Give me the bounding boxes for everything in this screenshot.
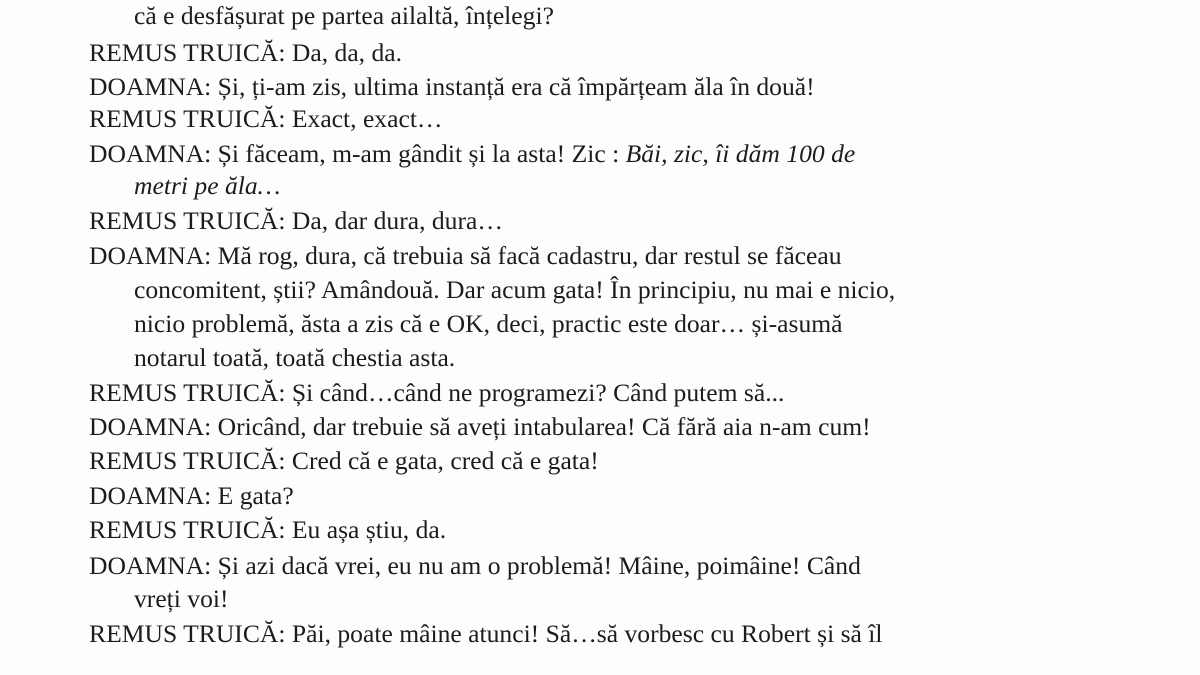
line-text: REMUS TRUICĂ: Cred că e gata, cred că e gata! [89,446,599,475]
transcript-line-continuation [134,3,554,29]
transcript-line-continuation [134,586,229,612]
line-text: REMUS TRUICĂ: Și când…când ne programezi? Când putem să... [89,378,785,407]
line-text: REMUS TRUICĂ: Exact, exact… [89,104,443,133]
line-text: REMUS TRUICĂ: Eu așa știu, da. [89,515,447,544]
transcript-line-remus [89,208,503,234]
transcript-line-doamna [89,243,842,269]
transcript-line-remus [89,517,446,543]
line-text: DOAMNA: E gata? [89,481,294,510]
line-text: DOAMNA: Și azi dacă vrei, eu nu am o problemă! Mâine, poimâine! Când [89,551,861,580]
transcript-line-continuation [134,345,455,371]
quoted-speech-italic: Băi, zic, îi dăm 100 de [625,139,856,168]
transcript-line-continuation [134,277,895,303]
transcript-line-remus [89,106,443,132]
transcript-line-continuation [134,311,843,337]
line-text: REMUS TRUICĂ: Păi, poate mâine atunci! Să…să vorbesc cu Robert și să îl [89,619,883,648]
line-text: DOAMNA: Și făceam, m-am gândit și la asta! Zic : [89,139,626,168]
transcript-line-continuation [134,173,280,199]
line-text: DOAMNA: Oricând, dar trebuie să aveți intabularea! Că fără aia n-am cum! [89,412,871,441]
transcript-line-doamna [89,74,815,100]
transcript-line-doamna [89,141,855,167]
line-text: concomitent, știi? Amândouă. Dar acum gata! În principiu, nu mai e nicio, [134,275,896,304]
line-text: metri pe ăla… [134,171,281,200]
transcript-line-doamna [89,483,294,509]
transcript-line-doamna [89,414,871,440]
line-text: notarul toată, toată chestia asta. [134,343,456,372]
line-text: REMUS TRUICĂ: Da, dar dura, dura… [89,206,503,235]
line-text: nicio problemă, ăsta a zis că e OK, deci, practic este doar… și-asumă [134,309,843,338]
line-text: DOAMNA: Mă rog, dura, că trebuia să facă cadastru, dar restul se făceau [89,241,842,270]
transcript-line-remus [89,448,599,474]
line-text: vreți voi! [134,584,229,613]
transcript-line-remus [89,380,784,406]
line-text: DOAMNA: Și, ți-am zis, ultima instanță era că împărțeam ăla în două! [89,72,815,101]
transcript-line-remus [89,621,883,647]
line-text: REMUS TRUICĂ: Da, da, da. [89,38,403,67]
transcript-line-remus [89,40,402,66]
transcript-line-doamna [89,553,861,579]
line-text: că e desfășurat pe partea ailaltă, înțelegi? [134,1,554,30]
